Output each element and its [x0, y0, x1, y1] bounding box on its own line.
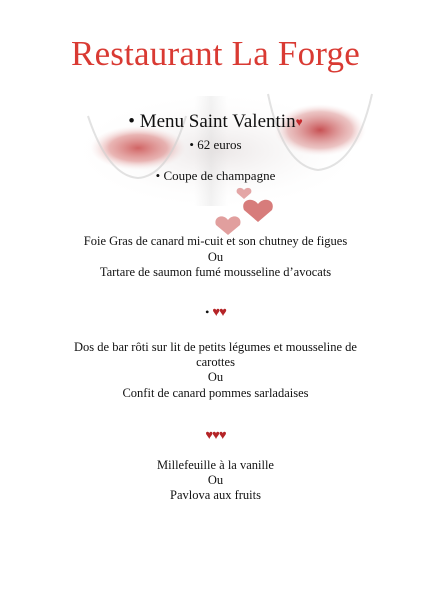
separator-hearts-2 — [0, 304, 431, 320]
bullet: • — [128, 111, 135, 132]
menu-name: Menu Saint Valentin — [139, 111, 296, 132]
restaurant-title: Restaurant La Forge — [71, 34, 360, 73]
dessert-option-1: Millefeuille à la vanille — [157, 458, 274, 472]
main-option-2: Confit de canard pommes sarladaises — [122, 386, 309, 400]
hearts-icon: ♥♥♥ — [205, 427, 226, 442]
starter-or: Ou — [207, 250, 224, 264]
separator-hearts-3 — [0, 426, 431, 444]
bullet: • — [205, 305, 210, 319]
menu-price: • 62 euros — [189, 137, 242, 152]
main-option-1-line-2: carottes — [196, 355, 235, 369]
heart-icon: ♥ — [295, 115, 303, 129]
dessert-or: Ou — [207, 473, 224, 487]
menu-title-line — [0, 111, 431, 133]
starter-option-1: Foie Gras de canard mi-cuit et son chutney de figues — [83, 234, 348, 248]
starter-option-2: Tartare de saumon fumé mousseline d’avocats — [99, 265, 332, 279]
menu-drink: • Coupe de champagne — [155, 168, 276, 183]
wine-glass-hearts-illustration — [68, 86, 378, 246]
main-or: Ou — [207, 370, 224, 384]
dessert-option-2: Pavlova aux fruits — [170, 488, 261, 502]
main-option-1-line-1: Dos de bar rôti sur lit de petits légumes et mousseline de — [74, 340, 357, 354]
hearts-icon: ♥♥ — [212, 304, 226, 319]
